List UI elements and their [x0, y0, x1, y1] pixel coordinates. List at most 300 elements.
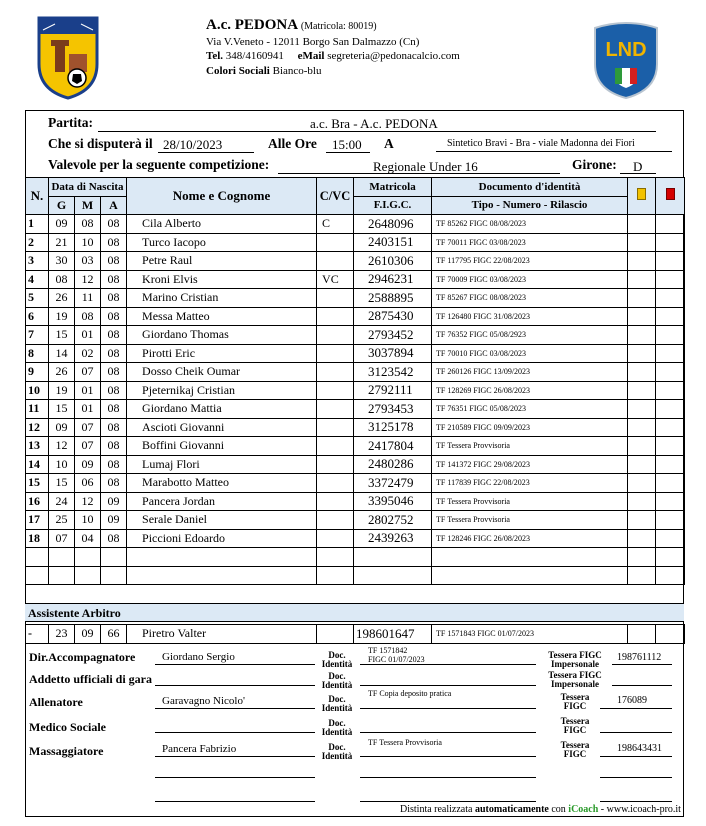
- player-cvc: [317, 437, 354, 456]
- player-number: 9: [26, 363, 49, 382]
- birth-year: 08: [101, 529, 127, 548]
- player-cvc: [317, 511, 354, 530]
- player-document: TF 141372 FIGC 29/08/2023: [432, 455, 628, 474]
- player-matricola: 2648096: [354, 215, 432, 234]
- player-matricola: 2946231: [354, 270, 432, 289]
- yellow-card-cell: [628, 455, 656, 474]
- player-number: 17: [26, 511, 49, 530]
- birth-year: 08: [101, 233, 127, 252]
- player-name: [127, 548, 317, 567]
- birth-day: 15: [49, 474, 75, 493]
- table-row: [26, 566, 685, 585]
- table-header-row: [26, 178, 685, 197]
- player-name: Boffini Giovanni: [127, 437, 317, 456]
- red-card-cell: [656, 492, 685, 511]
- birth-day: 09: [49, 215, 75, 234]
- birth-year: 08: [101, 474, 127, 493]
- player-matricola: 2802752: [354, 511, 432, 530]
- club-info: [206, 18, 460, 78]
- player-matricola: 3037894: [354, 344, 432, 363]
- lnd-logo-icon: [591, 18, 661, 100]
- birth-month: 11: [75, 289, 101, 308]
- red-card-cell: [656, 252, 685, 271]
- yellow-card-cell: [628, 307, 656, 326]
- blank-line-2a: [155, 789, 315, 802]
- player-document: TF 210589 FIGC 09/09/2023: [432, 418, 628, 437]
- lnd-logo-text: LND: [605, 39, 647, 61]
- player-cvc: [317, 548, 354, 567]
- player-number: 2: [26, 233, 49, 252]
- birth-year: 08: [101, 400, 127, 419]
- player-document: TF Tessera Provvisoria: [432, 511, 628, 530]
- yellow-card-cell: [628, 529, 656, 548]
- yellow-card-cell: [628, 548, 656, 567]
- col-cvc: C/VC: [317, 178, 354, 215]
- col-doc-sub: Tipo - Numero - Rilascio: [432, 196, 628, 215]
- imp-label: Tessera FIGC Impersonale: [548, 650, 602, 669]
- massaggiatore-tessera-label: Tessera FIGC: [560, 740, 590, 759]
- red-card-cell: [656, 529, 685, 548]
- club-matricola: (Matricola: 80019): [300, 21, 377, 32]
- yellow-card-cell: [628, 233, 656, 252]
- table-row: [26, 455, 685, 474]
- table-row: [26, 529, 685, 548]
- medico-doc-line: [360, 718, 536, 733]
- massaggiatore-label: Massaggiatore: [29, 744, 104, 758]
- player-document: TF 117839 FIGC 22/08/2023: [432, 474, 628, 493]
- player-document: TF 126480 FIGC 31/08/2023: [432, 307, 628, 326]
- player-matricola: 3395046: [354, 492, 432, 511]
- allenatore-tessera: 176089: [617, 695, 647, 706]
- accompagnatore-doc-2: FIGC 01/07/2023: [368, 655, 425, 664]
- player-number: 18: [26, 529, 49, 548]
- player-document: TF 76352 FIGC 05/08/2923: [432, 326, 628, 345]
- birth-year: 08: [101, 215, 127, 234]
- birth-year: 08: [101, 455, 127, 474]
- player-name: Pjeternikaj Cristian: [127, 381, 317, 400]
- red-card-cell: [656, 270, 685, 289]
- player-document: TF 85267 FIGC 08/08/2023: [432, 289, 628, 308]
- birth-year: 08: [101, 381, 127, 400]
- assistant-doc: TF 1571843 FIGC 01/07/2023: [432, 625, 628, 644]
- table-row: [26, 381, 685, 400]
- assistant-mat: 198601647: [354, 625, 432, 644]
- table-row: [26, 474, 685, 493]
- girone-value: D: [633, 159, 643, 174]
- red-card-cell: [656, 215, 685, 234]
- allenatore-doc: TF Copia deposito pratica: [368, 689, 452, 698]
- birth-day: 21: [49, 233, 75, 252]
- birth-month: 01: [75, 400, 101, 419]
- birth-day: 12: [49, 437, 75, 456]
- yellow-card-col: [628, 178, 656, 215]
- red-card-cell: [656, 566, 685, 585]
- time-value: 15:00: [332, 137, 362, 152]
- birth-year: [101, 566, 127, 585]
- red-card-cell: [656, 400, 685, 419]
- player-name: Dosso Cheik Oumar: [127, 363, 317, 382]
- blank-line-1c: [600, 765, 672, 778]
- red-card-cell: [656, 511, 685, 530]
- player-name: Lumaj Flori: [127, 455, 317, 474]
- birth-year: 09: [101, 511, 127, 530]
- table-row: [26, 344, 685, 363]
- date-label: Che si disputerà il: [48, 136, 153, 151]
- massaggiatore-doc: TF Tessera Provvisoria: [368, 738, 442, 747]
- player-number: 16: [26, 492, 49, 511]
- yellow-card-cell: [628, 381, 656, 400]
- massaggiatore-doc-label: Doc. Identità: [321, 742, 353, 761]
- club-email: segreteria@pedonacalcio.com: [327, 50, 460, 62]
- assistant-row: [26, 625, 685, 644]
- yellow-card-cell: [628, 270, 656, 289]
- yellow-card-cell: [628, 344, 656, 363]
- player-cvc: [317, 381, 354, 400]
- birth-year: 08: [101, 363, 127, 382]
- yellow-card-cell: [628, 492, 656, 511]
- footer-auto: automaticamente: [474, 804, 549, 815]
- table-row: [26, 492, 685, 511]
- player-number: 4: [26, 270, 49, 289]
- player-number: [26, 566, 49, 585]
- red-card-cell: [656, 381, 685, 400]
- yellow-card-cell: [628, 418, 656, 437]
- yellow-card-cell: [628, 400, 656, 419]
- player-number: 6: [26, 307, 49, 326]
- assistant-yellow: [628, 625, 656, 644]
- player-document: TF 260126 FIGC 13/09/2023: [432, 363, 628, 382]
- birth-day: 07: [49, 529, 75, 548]
- table-row: [26, 215, 685, 234]
- allenatore-value: Garavagno Nicolo': [162, 695, 245, 707]
- birth-day: 24: [49, 492, 75, 511]
- player-matricola: 2793452: [354, 326, 432, 345]
- yellow-card-cell: [628, 289, 656, 308]
- player-name: Cila Alberto: [127, 215, 317, 234]
- player-document: TF Tessera Provvisoria: [432, 492, 628, 511]
- table-row: [26, 270, 685, 289]
- player-name: Ascioti Giovanni: [127, 418, 317, 437]
- accompagnatore-doc-1: TF 1571842: [368, 646, 408, 655]
- birth-day: 19: [49, 307, 75, 326]
- medico-label: Medico Sociale: [29, 720, 106, 734]
- player-name: Giordano Mattia: [127, 400, 317, 419]
- birth-year: 08: [101, 344, 127, 363]
- player-cvc: [317, 344, 354, 363]
- table-row: [26, 363, 685, 382]
- partita-value: a.c. Bra - A.c. PEDONA: [310, 116, 438, 131]
- col-g: G: [49, 196, 75, 215]
- allenatore-doc-label: Doc. Identità: [321, 694, 353, 713]
- assistant-label: Assistente Arbitro: [28, 606, 121, 620]
- birth-day: [49, 566, 75, 585]
- yellow-card-cell: [628, 215, 656, 234]
- player-matricola: 3125178: [354, 418, 432, 437]
- birth-year: 08: [101, 252, 127, 271]
- birth-year: 08: [101, 307, 127, 326]
- blank-line-1b: [360, 765, 536, 778]
- player-matricola: [354, 548, 432, 567]
- table-row: [26, 307, 685, 326]
- assistant-g: 23: [49, 625, 75, 644]
- birth-month: 08: [75, 215, 101, 234]
- table-row: [26, 289, 685, 308]
- birth-day: 26: [49, 289, 75, 308]
- birth-year: 08: [101, 326, 127, 345]
- birth-month: 04: [75, 529, 101, 548]
- player-cvc: [317, 566, 354, 585]
- player-number: 15: [26, 474, 49, 493]
- table-row: [26, 326, 685, 345]
- footer-brand: iCoach: [568, 804, 599, 815]
- player-document: [432, 548, 628, 567]
- addetto-label: Addetto ufficiali di gara: [29, 672, 152, 686]
- birth-month: [75, 548, 101, 567]
- yellow-card-cell: [628, 511, 656, 530]
- player-name: Pirotti Eric: [127, 344, 317, 363]
- player-number: 12: [26, 418, 49, 437]
- player-number: 3: [26, 252, 49, 271]
- yellow-card-icon: [637, 188, 646, 200]
- red-card-cell: [656, 344, 685, 363]
- birth-day: 30: [49, 252, 75, 271]
- player-cvc: C: [317, 215, 354, 234]
- accompagnatore-value: Giordano Sergio: [162, 651, 235, 663]
- player-matricola: 2793453: [354, 400, 432, 419]
- tel-label: Tel.: [206, 50, 224, 62]
- table-row: [26, 233, 685, 252]
- player-document: TF 128246 FIGC 26/08/2023: [432, 529, 628, 548]
- birth-month: 07: [75, 363, 101, 382]
- assistant-a: 66: [101, 625, 127, 644]
- player-cvc: [317, 492, 354, 511]
- player-number: 5: [26, 289, 49, 308]
- red-card-cell: [656, 289, 685, 308]
- player-name: Giordano Thomas: [127, 326, 317, 345]
- allenatore-tessera-label: Tessera FIGC: [560, 692, 590, 711]
- massaggiatore-tessera: 198643431: [617, 743, 662, 754]
- red-card-col: [656, 178, 685, 215]
- player-matricola: 2588895: [354, 289, 432, 308]
- medico-tessera-label: Tessera FIGC: [560, 716, 590, 735]
- date-value: 28/10/2023: [163, 137, 223, 152]
- assistant-n: -: [26, 625, 49, 644]
- birth-year: 09: [101, 492, 127, 511]
- birth-month: 10: [75, 511, 101, 530]
- birth-day: 08: [49, 270, 75, 289]
- col-name: Nome e Cognome: [127, 178, 317, 215]
- birth-year: 08: [101, 270, 127, 289]
- birth-day: 19: [49, 381, 75, 400]
- player-document: TF 117795 FIGC 22/08/2023: [432, 252, 628, 271]
- competition-label: Valevole per la seguente competizione:: [48, 157, 270, 172]
- player-number: 11: [26, 400, 49, 419]
- table-row: [26, 418, 685, 437]
- birth-month: 01: [75, 381, 101, 400]
- player-cvc: [317, 455, 354, 474]
- birth-month: 02: [75, 344, 101, 363]
- red-card-cell: [656, 474, 685, 493]
- player-cvc: [317, 233, 354, 252]
- club-colors: Bianco-blu: [272, 64, 322, 77]
- player-matricola: 3123542: [354, 363, 432, 382]
- col-m: M: [75, 196, 101, 215]
- blank-line-2c: [600, 789, 672, 802]
- player-document: TF 128269 FIGC 26/08/2023: [432, 381, 628, 400]
- player-name: Kroni Elvis: [127, 270, 317, 289]
- player-document: TF 85262 FIGC 08/08/2023: [432, 215, 628, 234]
- player-cvc: [317, 418, 354, 437]
- birth-day: 15: [49, 326, 75, 345]
- player-cvc: [317, 400, 354, 419]
- assistant-band: [25, 603, 684, 622]
- player-cvc: [317, 529, 354, 548]
- birth-month: 01: [75, 326, 101, 345]
- footer-site: - www.icoach-pro.it: [600, 804, 681, 815]
- player-matricola: 2480286: [354, 455, 432, 474]
- red-card-cell: [656, 455, 685, 474]
- player-cvc: VC: [317, 270, 354, 289]
- footer-with: con: [551, 804, 566, 815]
- table-row: [26, 437, 685, 456]
- player-matricola: 2439263: [354, 529, 432, 548]
- birth-year: 08: [101, 437, 127, 456]
- allenatore-label: Allenatore: [29, 695, 83, 709]
- medico-doc-label: Doc. Identità: [321, 718, 353, 737]
- col-doc: Documento d'identità: [432, 178, 628, 197]
- birth-day: 15: [49, 400, 75, 419]
- red-card-cell: [656, 548, 685, 567]
- player-number: 10: [26, 381, 49, 400]
- girone-label: Girone:: [572, 157, 617, 172]
- table-row: [26, 548, 685, 567]
- player-cvc: [317, 363, 354, 382]
- addetto-imp-line: [612, 671, 672, 686]
- birth-month: 07: [75, 418, 101, 437]
- player-number: 7: [26, 326, 49, 345]
- birth-month: 09: [75, 455, 101, 474]
- massaggiatore-value: Pancera Fabrizio: [162, 743, 237, 755]
- col-matricola: Matricola: [354, 178, 432, 197]
- red-card-cell: [656, 233, 685, 252]
- footer: [400, 804, 681, 815]
- partita-label: Partita:: [48, 115, 93, 130]
- player-document: TF Tessera Provvisoria: [432, 437, 628, 456]
- player-name: Pancera Jordan: [127, 492, 317, 511]
- red-card-cell: [656, 307, 685, 326]
- table-row: [26, 511, 685, 530]
- red-card-icon: [666, 188, 675, 200]
- addetto-line: [155, 671, 315, 686]
- time-label: Alle Ore: [268, 136, 317, 151]
- yellow-card-cell: [628, 566, 656, 585]
- medico-tessera-line: [600, 718, 672, 733]
- blank-line-2b: [360, 789, 536, 802]
- players-table: [25, 177, 685, 585]
- player-document: TF 70011 FIGC 03/08/2023: [432, 233, 628, 252]
- yellow-card-cell: [628, 363, 656, 382]
- club-tel: 348/4160941: [225, 50, 284, 62]
- birth-day: 25: [49, 511, 75, 530]
- birth-month: 10: [75, 233, 101, 252]
- addetto-doc-label: Doc. Identità: [321, 671, 353, 690]
- birth-day: 09: [49, 418, 75, 437]
- birth-month: 12: [75, 270, 101, 289]
- player-number: 13: [26, 437, 49, 456]
- club-name: A.c. PEDONA: [206, 17, 299, 33]
- birth-year: 08: [101, 418, 127, 437]
- player-cvc: [317, 307, 354, 326]
- player-name: Petre Raul: [127, 252, 317, 271]
- player-cvc: [317, 252, 354, 271]
- competition-value: Regionale Under 16: [373, 159, 478, 174]
- player-number: 14: [26, 455, 49, 474]
- birth-day: [49, 548, 75, 567]
- yellow-card-cell: [628, 252, 656, 271]
- birth-year: 08: [101, 289, 127, 308]
- player-matricola: 2417804: [354, 437, 432, 456]
- assistant-m: 09: [75, 625, 101, 644]
- player-rows: [26, 215, 685, 585]
- accompagnatore-label: Dir.Accompagnatore: [29, 650, 136, 664]
- player-name: [127, 566, 317, 585]
- birth-day: 26: [49, 363, 75, 382]
- addetto-doc-line: [360, 671, 536, 686]
- player-name: Marabotto Matteo: [127, 474, 317, 493]
- player-number: [26, 548, 49, 567]
- red-card-cell: [656, 437, 685, 456]
- red-card-cell: [656, 418, 685, 437]
- player-name: Turco Iacopo: [127, 233, 317, 252]
- table-row: [26, 400, 685, 419]
- player-matricola: 2403151: [354, 233, 432, 252]
- col-figc: F.I.G.C.: [354, 196, 432, 215]
- birth-month: 07: [75, 437, 101, 456]
- assistant-red: [656, 625, 685, 644]
- player-matricola: 3372479: [354, 474, 432, 493]
- email-label: eMail: [297, 50, 325, 62]
- player-document: TF 70009 FIGC 03/08/2023: [432, 270, 628, 289]
- player-document: TF 70010 FIGC 03/08/2023: [432, 344, 628, 363]
- player-document: [432, 566, 628, 585]
- birth-day: 14: [49, 344, 75, 363]
- player-name: Marino Cristian: [127, 289, 317, 308]
- table-row: [26, 252, 685, 271]
- col-n: N.: [26, 178, 49, 215]
- player-number: 1: [26, 215, 49, 234]
- birth-month: 08: [75, 307, 101, 326]
- col-birth: Data di Nascita: [49, 178, 127, 197]
- player-matricola: [354, 566, 432, 585]
- birth-year: [101, 548, 127, 567]
- red-card-cell: [656, 326, 685, 345]
- birth-month: 03: [75, 252, 101, 271]
- player-name: Messa Matteo: [127, 307, 317, 326]
- colors-label: Colori Sociali: [206, 64, 270, 77]
- imp-value: 198761112: [617, 652, 662, 663]
- player-cvc: [317, 289, 354, 308]
- club-logo-icon: [35, 14, 101, 100]
- red-card-cell: [656, 363, 685, 382]
- player-name: Serale Daniel: [127, 511, 317, 530]
- table-subheader-row: [26, 196, 685, 215]
- blank-line-1a: [155, 765, 315, 778]
- birth-day: 10: [49, 455, 75, 474]
- yellow-card-cell: [628, 437, 656, 456]
- document-header: [0, 0, 706, 110]
- player-name: Piccioni Edoardo: [127, 529, 317, 548]
- player-matricola: 2792111: [354, 381, 432, 400]
